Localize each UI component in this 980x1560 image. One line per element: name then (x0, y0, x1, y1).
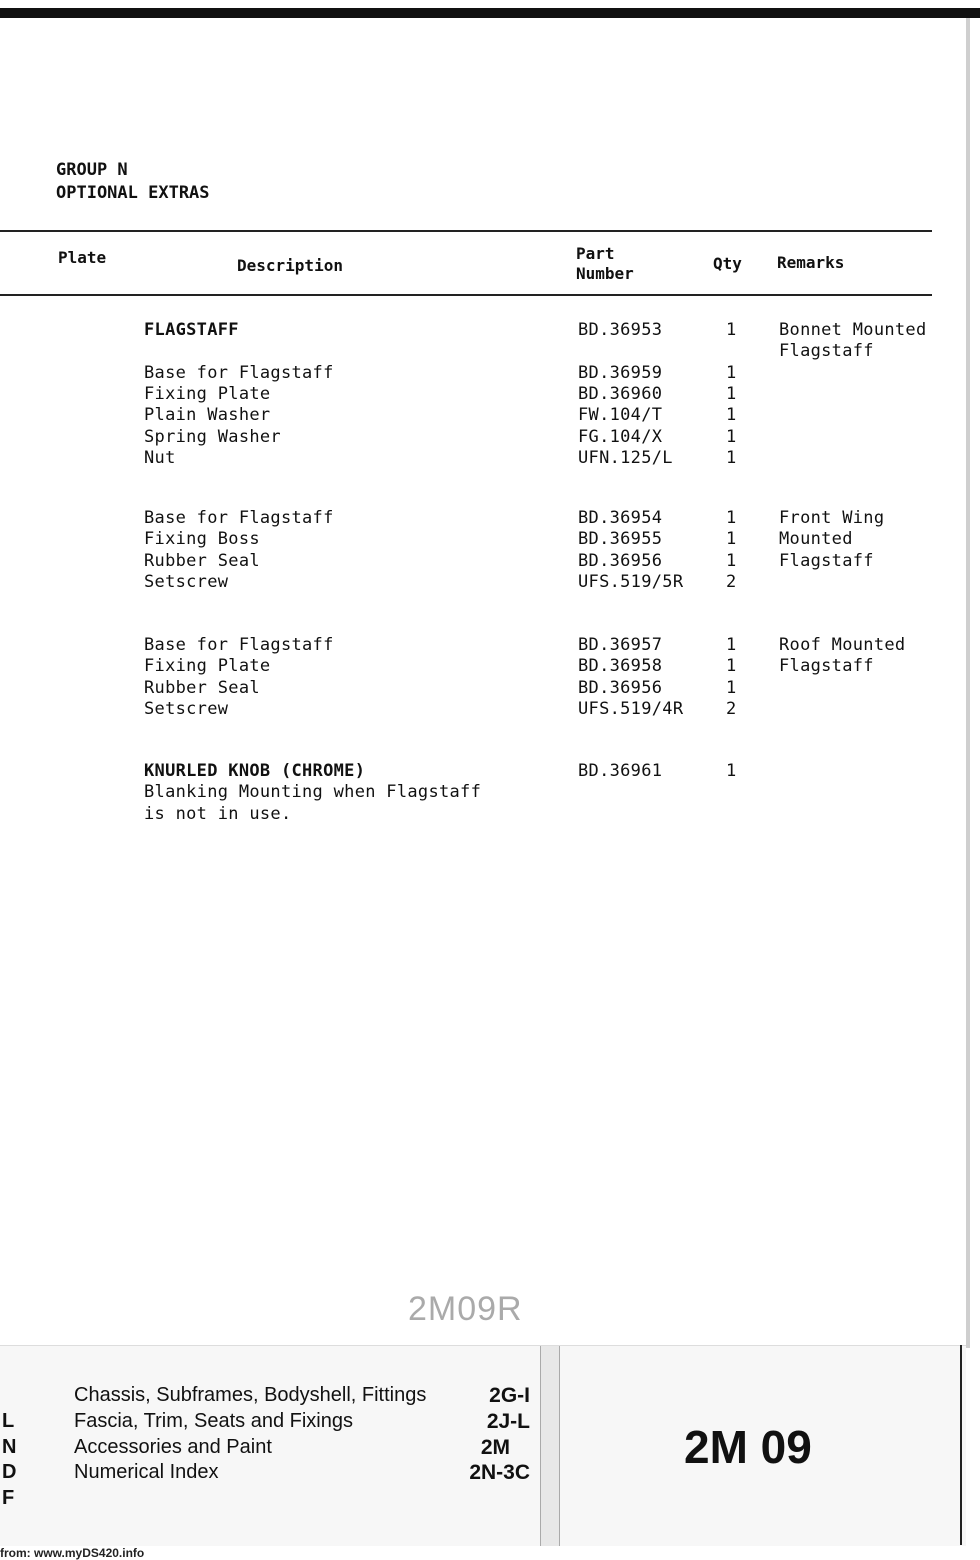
index-code: 2N-3C (469, 1461, 530, 1484)
row-qty: 1 (726, 447, 737, 468)
footer-index (0, 1346, 552, 1546)
col-part-line1: Part (576, 244, 615, 263)
row-desc: Base for Flagstaff (144, 362, 334, 383)
group-subtitle: OPTIONAL EXTRAS (56, 183, 210, 203)
row-qty: 1 (726, 320, 737, 340)
row-part: BD.36959 (578, 362, 663, 383)
source-credit: from: www.myDS420.info (0, 1546, 145, 1560)
row-desc: is not in use. (144, 803, 292, 824)
row-part: UFS.519/5R (578, 571, 684, 592)
row-desc: Blanking Mounting when Flagstaff (144, 782, 482, 803)
index-label: Numerical Index (74, 1461, 219, 1483)
index-code: 2G-I (489, 1384, 530, 1407)
row-remark: Flagstaff (779, 341, 874, 362)
row-desc: KNURLED KNOB (CHROME) (144, 761, 366, 781)
table-top-rule (0, 230, 932, 232)
row-desc: Fixing Boss (144, 529, 260, 550)
row-desc: Base for Flagstaff (144, 635, 334, 655)
row-part: BD.36956 (578, 550, 663, 571)
table-header-rule (0, 294, 932, 296)
row-part: UFN.125/L (578, 447, 673, 468)
col-description: Description (237, 256, 343, 275)
col-remarks: Remarks (777, 253, 845, 272)
row-remark: Mounted (779, 529, 853, 550)
row-part: BD.36956 (578, 677, 663, 698)
footer-right-border (954, 1345, 962, 1545)
row-remark: Bonnet Mounted (779, 320, 927, 340)
row-remark: Flagstaff (779, 656, 874, 677)
row-desc: Rubber Seal (144, 550, 260, 571)
row-part: FG.104/X (578, 426, 663, 447)
index-code: 2J-L (486, 1410, 530, 1433)
row-qty: 1 (726, 383, 737, 404)
col-plate: Plate (58, 248, 107, 267)
row-remark: Front Wing (779, 508, 885, 528)
row-desc: Fixing Plate (144, 383, 271, 404)
col-part-line2: Number (576, 264, 634, 283)
row-part: BD.36954 (578, 508, 663, 528)
row-desc: Plain Washer (144, 405, 271, 426)
row-qty: 1 (726, 550, 737, 571)
row-qty: 1 (726, 635, 737, 655)
row-qty: 1 (726, 405, 737, 426)
row-desc: FLAGSTAFF (144, 320, 239, 340)
index-label: Accessories and Paint (74, 1436, 272, 1458)
row-part: BD.36953 (578, 320, 663, 340)
footer-letter: N (2, 1436, 17, 1458)
row-part: UFS.519/4R (578, 698, 684, 719)
row-part: BD.36960 (578, 383, 663, 404)
row-desc: Fixing Plate (144, 656, 271, 677)
row-desc: Spring Washer (144, 426, 281, 447)
row-part: BD.36955 (578, 529, 663, 550)
row-remark: Flagstaff (779, 550, 874, 571)
fiche-number: 2M 09 (684, 1421, 812, 1473)
row-qty: 1 (726, 362, 737, 383)
group-title: GROUP N (56, 160, 128, 180)
right-edge (966, 18, 970, 1348)
row-desc: Base for Flagstaff (144, 508, 334, 528)
index-label: Fascia, Trim, Seats and Fixings (74, 1410, 353, 1432)
fiche-footer (0, 1345, 966, 1546)
top-border (0, 8, 980, 18)
footer-letter: D (2, 1461, 17, 1483)
handwritten-note: 2M09R (408, 1290, 523, 1328)
row-qty: 1 (726, 529, 737, 550)
row-qty: 2 (726, 698, 737, 719)
row-desc: Rubber Seal (144, 677, 260, 698)
footer-letter: F (2, 1487, 15, 1509)
col-qty: Qty (713, 254, 742, 273)
row-part: FW.104/T (578, 405, 663, 426)
row-qty: 1 (726, 508, 737, 528)
row-part: BD.36957 (578, 635, 663, 655)
row-qty: 1 (726, 656, 737, 677)
row-part: BD.36958 (578, 656, 663, 677)
col-part-number (576, 244, 634, 284)
index-label: Chassis, Subframes, Bodyshell, Fittings (74, 1384, 427, 1406)
row-desc: Nut (144, 447, 176, 468)
row-qty: 1 (726, 677, 737, 698)
footer-divider (540, 1346, 560, 1546)
row-part: BD.36961 (578, 761, 663, 781)
row-desc: Setscrew (144, 698, 229, 719)
index-code: 2M (480, 1436, 510, 1459)
row-qty: 1 (726, 761, 737, 781)
row-remark: Roof Mounted (779, 635, 906, 655)
row-qty: 2 (726, 571, 737, 592)
row-qty: 1 (726, 426, 737, 447)
footer-letter: L (2, 1410, 15, 1432)
row-desc: Setscrew (144, 571, 229, 592)
